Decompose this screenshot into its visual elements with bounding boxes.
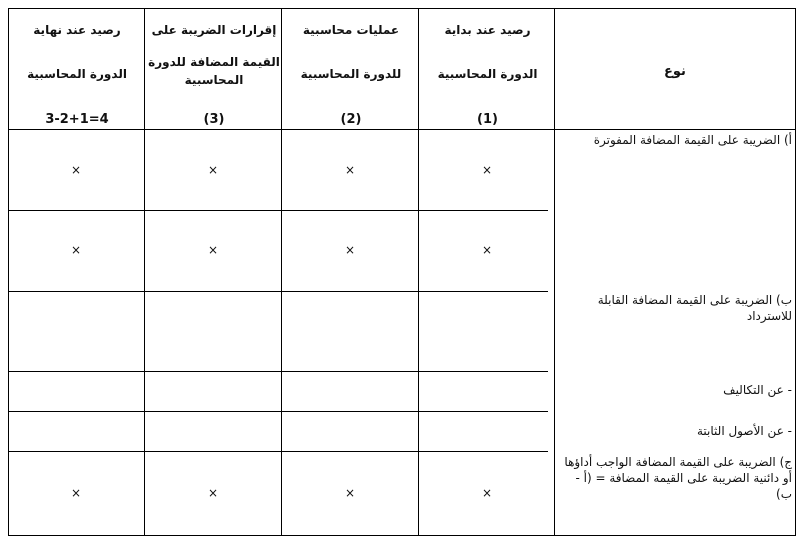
cell-mark: × <box>207 243 219 257</box>
cell-mark: × <box>344 243 356 257</box>
col3-header-line1: إقرارات الضريبة على <box>151 23 277 37</box>
col-line <box>418 8 419 536</box>
cell-mark: × <box>207 163 219 177</box>
cell-mark: × <box>70 243 82 257</box>
col-line <box>554 8 555 536</box>
col4-header-line2: الدورة المحاسبية <box>27 67 127 81</box>
vat-table <box>8 8 796 536</box>
col2-header-line2: للدورة المحاسبية <box>300 67 402 81</box>
row-b-assets-label: - عن الأصول الثابتة <box>696 424 792 438</box>
table-border-right <box>795 8 796 536</box>
row-line <box>8 411 548 412</box>
table-border-top <box>8 8 796 9</box>
col4-header-number: 3-2+1=4 <box>45 112 109 127</box>
row-c-label: ج) الضريبة على القيمة المضافة الواجب أداؤها أو دائنية الضريبة على القيمة المضافة = (أ - ب) <box>564 455 792 501</box>
row-line <box>8 210 548 211</box>
type-header: نوع <box>664 64 686 79</box>
col2-header-line1: عمليات محاسبية <box>302 23 400 37</box>
col4-header-line1: رصيد عند نهاية <box>33 23 121 37</box>
cell-mark: × <box>70 163 82 177</box>
table-border-left <box>8 8 9 536</box>
cell-mark: × <box>344 163 356 177</box>
col3-header-number: (3) <box>203 112 225 127</box>
col3-header-line2: القيمة المضافة للدورة <box>148 55 280 69</box>
cell-mark: × <box>344 486 356 500</box>
col1-header-line1: رصيد عند بداية <box>444 23 531 37</box>
row-line <box>8 451 548 452</box>
col1-header-number: (1) <box>477 112 498 127</box>
cell-mark: × <box>481 163 493 177</box>
cell-mark: × <box>70 486 82 500</box>
header-bottom-line <box>8 129 796 130</box>
row-line <box>8 291 548 292</box>
table-border-bottom <box>8 535 796 536</box>
cell-mark: × <box>481 243 493 257</box>
row-b-label: ب) الضريبة على القيمة المضافة القابلة للاسترداد <box>597 293 792 323</box>
cell-mark: × <box>207 486 219 500</box>
col-line <box>281 8 282 536</box>
col-line <box>144 8 145 536</box>
row-b-costs-label: - عن التكاليف <box>723 383 792 397</box>
cell-mark: × <box>481 486 493 500</box>
col2-header-number: (2) <box>340 112 362 127</box>
row-line <box>8 371 548 372</box>
col3-header-line3: المحاسبية <box>184 73 244 87</box>
row-a-label: أ) الضريبة على القيمة المضافة المفوترة <box>593 133 792 147</box>
col1-header-line2: الدورة المحاسبية <box>437 67 538 81</box>
